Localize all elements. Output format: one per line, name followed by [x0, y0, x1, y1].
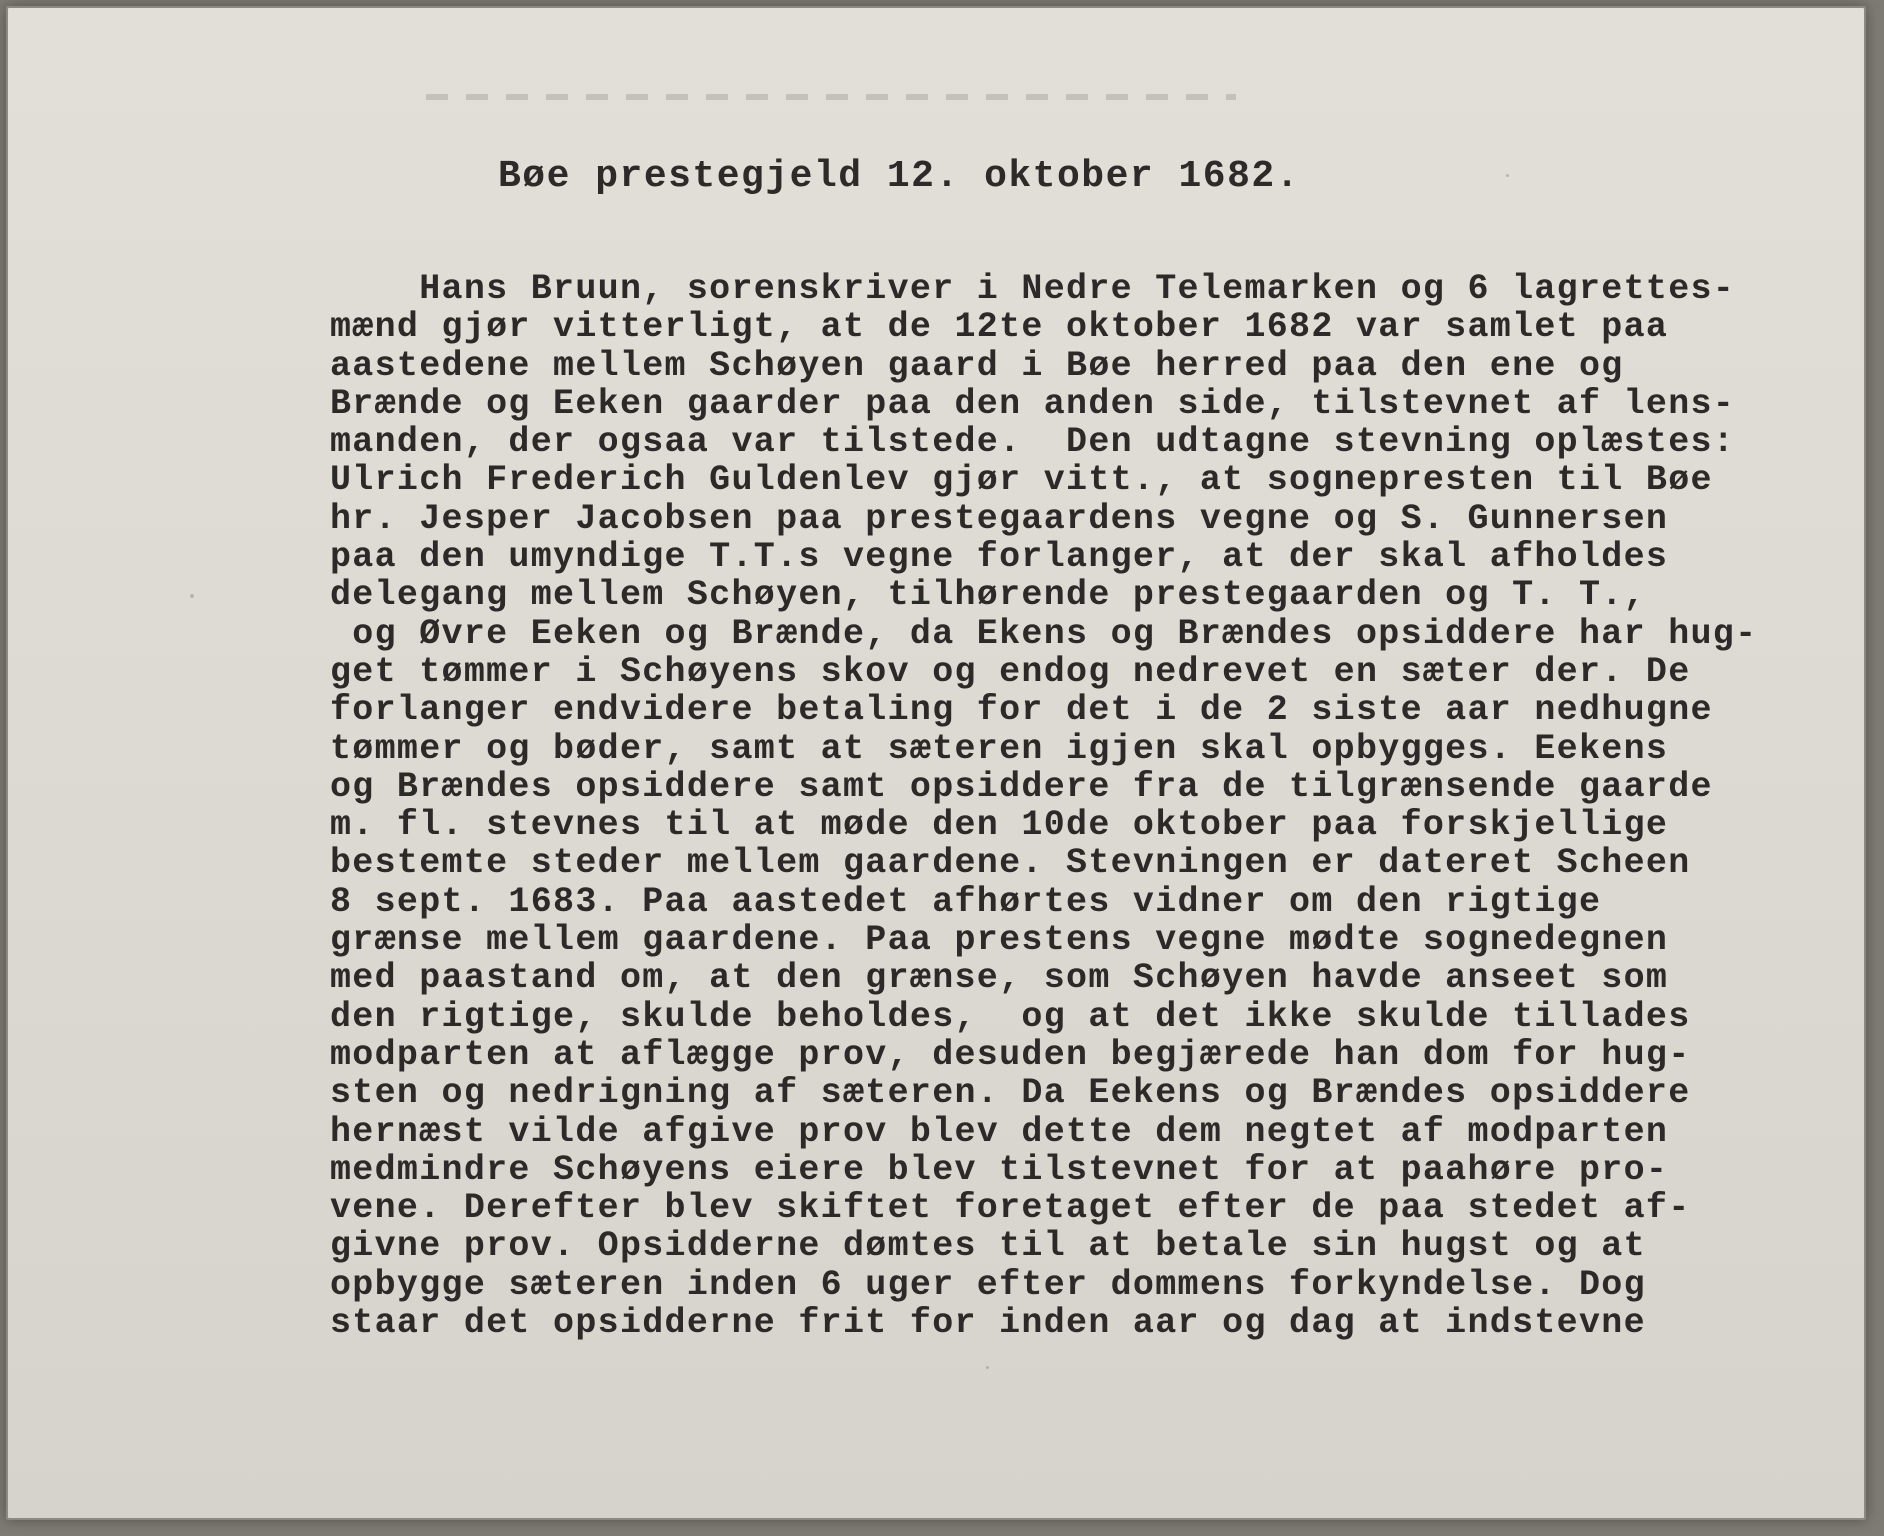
- text-line: hernæst vilde afgive prov blev dette dem negtet af modparten: [330, 1111, 1669, 1152]
- text-line: Ulrich Frederich Guldenlev gjør vitt., at sognepresten til Bøe: [330, 460, 1713, 501]
- text-line: opbygge sæteren inden 6 uger efter dommens forkyndelse. Dog: [330, 1264, 1646, 1305]
- text-line: tømmer og bøder, samt at sæteren igjen skal opbygges. Eekens: [330, 728, 1669, 769]
- paper-speck: [1506, 174, 1509, 177]
- text-line: og Øvre Eeken og Brænde, da Ekens og Brændes opsiddere har hug-: [330, 613, 1758, 654]
- text-line: medmindre Schøyens eiere blev tilstevnet for at paahøre pro-: [330, 1149, 1669, 1190]
- document-body: [330, 270, 1830, 1342]
- text-line: get tømmer i Schøyens skov og endog nedrevet en sæter der. De: [330, 651, 1691, 692]
- text-line: hr. Jesper Jacobsen paa prestegaardens vegne og S. Gunnersen: [330, 498, 1669, 539]
- faint-bleed-through: [426, 94, 1236, 100]
- text-line: bestemte steder mellem gaardene. Stevningen er dateret Scheen: [330, 843, 1691, 884]
- text-line: m. fl. stevnes til at møde den 10de oktober paa forskjellige: [330, 805, 1669, 846]
- paper-speck: [190, 594, 194, 598]
- text-line: Brænde og Eeken gaarder paa den anden side, tilstevnet af lens-: [330, 383, 1736, 424]
- text-line: med paastand om, at den grænse, som Schøyen havde anseet som: [330, 958, 1669, 999]
- text-line: manden, der ogsaa var tilstede. Den udtagne stevning oplæstes:: [330, 422, 1736, 463]
- text-line: grænse mellem gaardene. Paa prestens vegne mødte sognedegnen: [330, 920, 1669, 961]
- text-line: sten og nedrigning af sæteren. Da Eekens og Brændes opsiddere: [330, 1073, 1691, 1114]
- text-line: aastedene mellem Schøyen gaard i Bøe herred paa den ene og: [330, 345, 1624, 386]
- paper-speck: [986, 1366, 989, 1369]
- text-line: paa den umyndige T.T.s vegne forlanger, at der skal afholdes: [330, 537, 1669, 578]
- text-line: givne prov. Opsidderne dømtes til at betale sin hugst og at: [330, 1226, 1646, 1267]
- text-line: 8 sept. 1683. Paa aastedet afhørtes vidner om den rigtige: [330, 881, 1602, 922]
- text-line: modparten at aflægge prov, desuden begjærede han dom for hug-: [330, 1034, 1691, 1075]
- document-heading: Bøe prestegjeld 12. oktober 1682.: [498, 155, 1301, 198]
- text-line: delegang mellem Schøyen, tilhørende prestegaarden og T. T.,: [330, 575, 1646, 616]
- text-line: mænd gjør vitterligt, at de 12te oktober 1682 var samlet paa: [330, 307, 1669, 348]
- text-line: Hans Bruun, sorenskriver i Nedre Telemarken og 6 lagrettes-: [330, 269, 1736, 309]
- text-line: vene. Derefter blev skiftet foretaget efter de paa stedet af-: [330, 1188, 1691, 1229]
- text-line: staar det opsidderne frit for inden aar og dag at indstevne: [330, 1303, 1646, 1344]
- text-line: og Brændes opsiddere samt opsiddere fra de tilgrænsende gaarde: [330, 766, 1713, 807]
- text-line: den rigtige, skulde beholdes, og at det ikke skulde tillades: [330, 996, 1691, 1037]
- text-line: forlanger endvidere betaling for det i de 2 siste aar nedhugne: [330, 690, 1713, 731]
